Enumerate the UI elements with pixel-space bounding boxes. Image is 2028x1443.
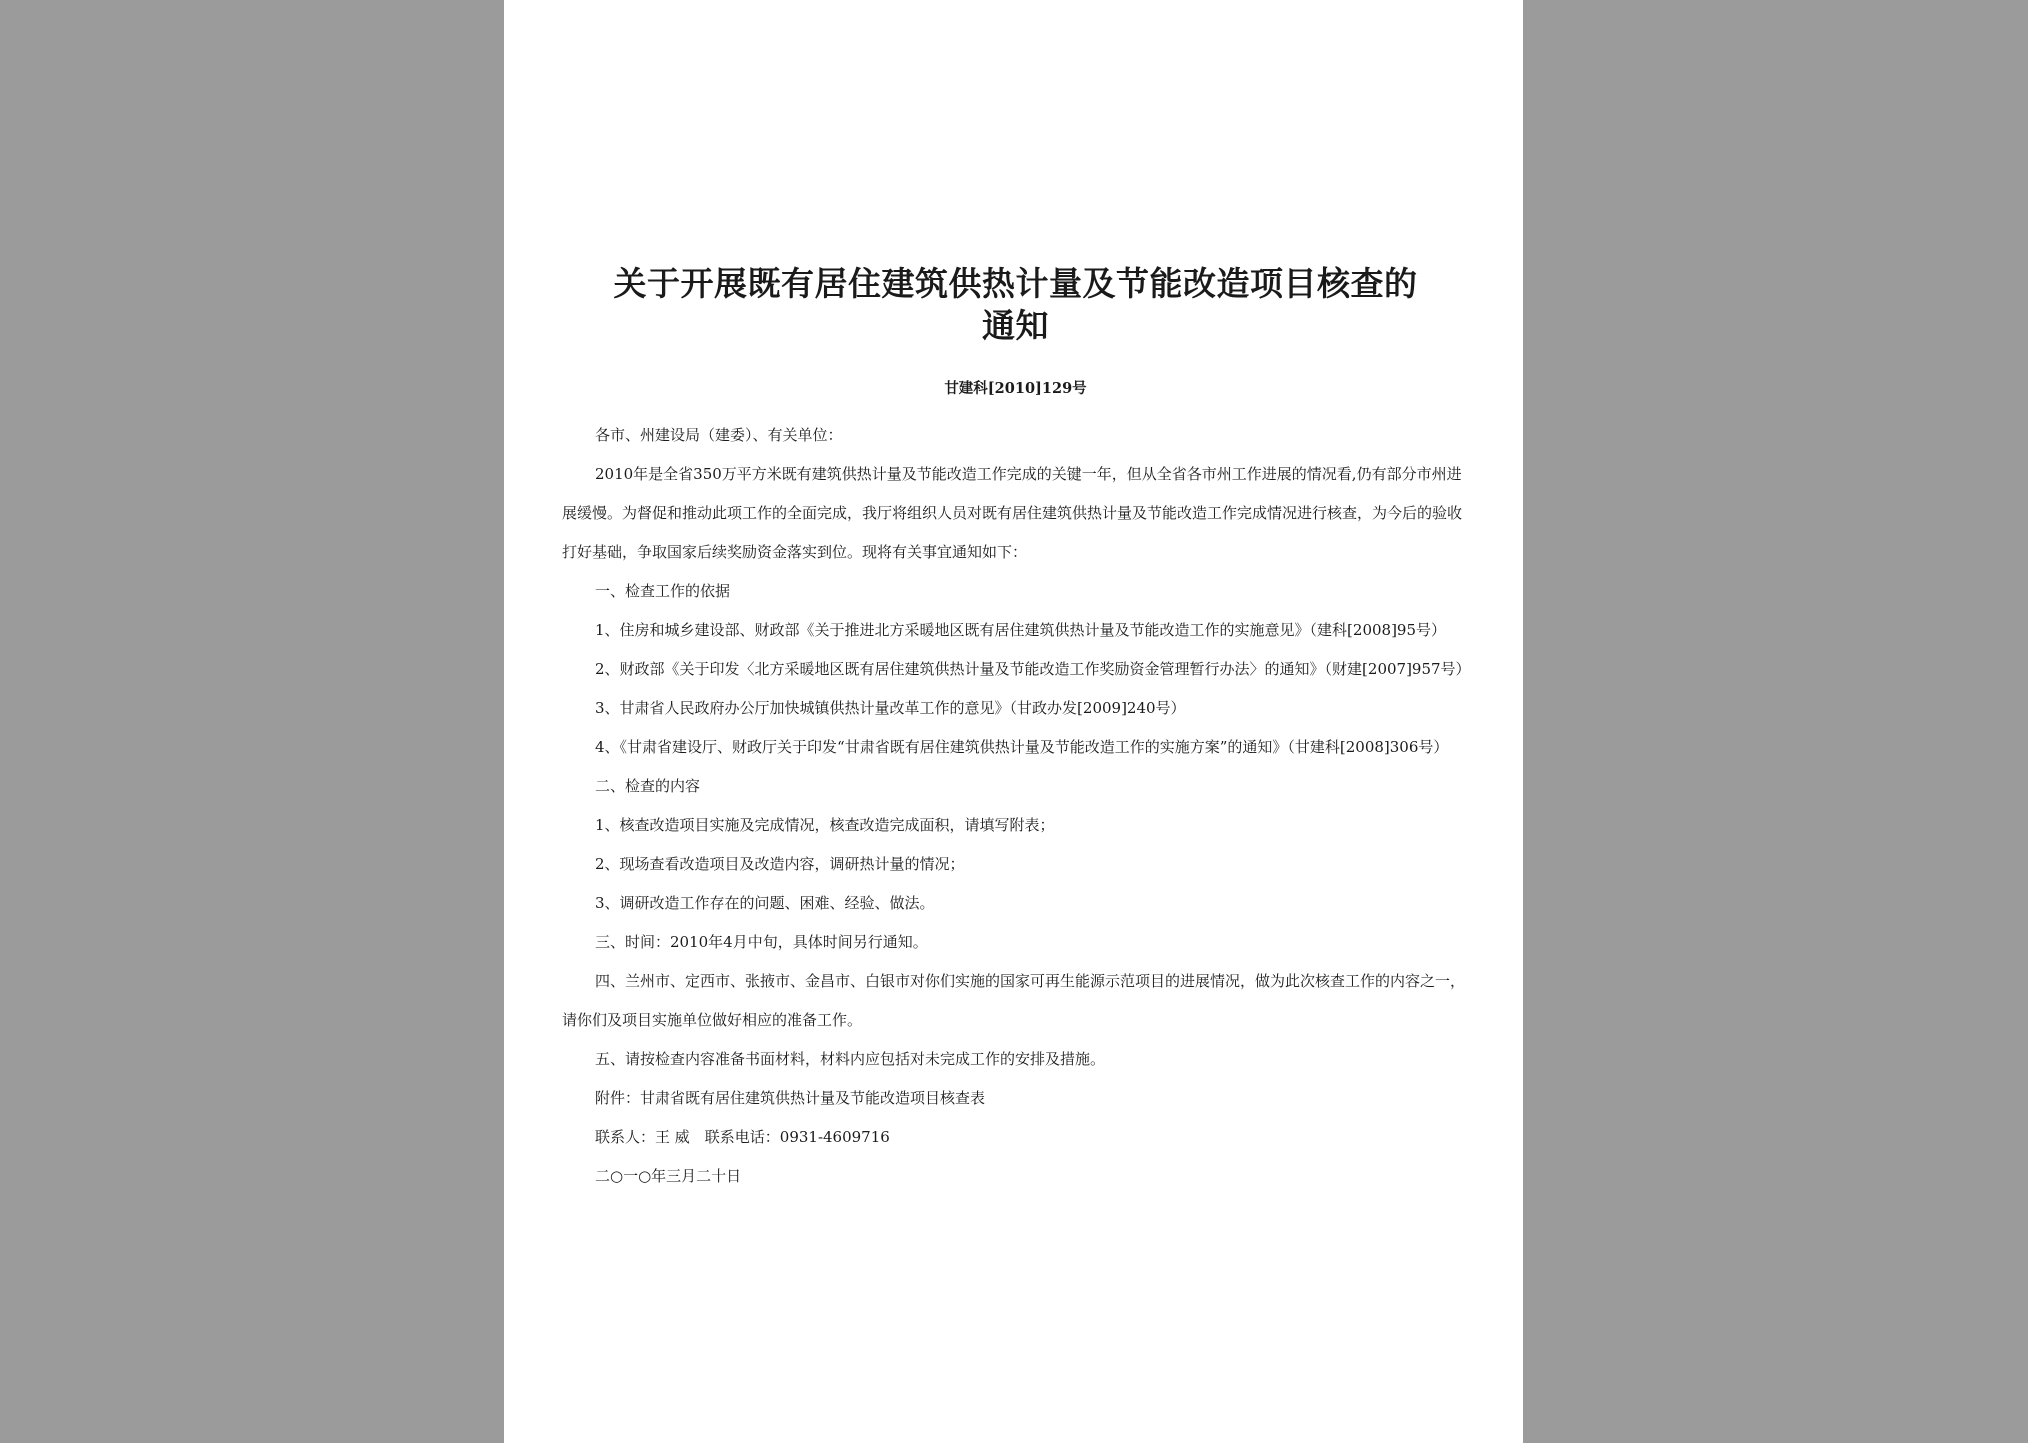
document-number: 甘建科[2010]129号 <box>944 380 1087 397</box>
document-date: 二○一○年三月二十日 <box>595 1167 742 1185</box>
document-page <box>504 0 1523 1443</box>
attachment-line: 附件：甘肃省既有居住建筑供热计量及节能改造项目核查表 <box>595 1089 986 1107</box>
content-item-2: 2、现场查看改造项目及改造内容，调研热计量的情况； <box>595 855 965 873</box>
basis-item-2: 2、财政部《关于印发〈北方采暖地区既有居住建筑供热计量及节能改造工作奖励资金管理暂行办法〉的通知》（财建[2007]957号） <box>595 660 1471 678</box>
document-body <box>562 416 1469 1196</box>
title-line-1: 关于开展既有居住建筑供热计量及节能改造项目核查的 <box>613 264 1418 303</box>
title-line-2: 通知 <box>982 306 1049 345</box>
basis-item-1: 1、住房和城乡建设部、财政部《关于推进北方采暖地区既有居住建筑供热计量及节能改造工作的实施意见》（建科[2008]95号） <box>595 621 1447 639</box>
contact-line: 联系人：王 威 联系电话：0931-4609716 <box>595 1128 890 1146</box>
document-title <box>562 263 1469 347</box>
section-time: 三、时间：2010年4月中旬，具体时间另行通知。 <box>595 933 928 951</box>
basis-item-3: 3、甘肃省人民政府办公厅加快城镇供热计量改革工作的意见》（甘政办发[2009]240号） <box>595 699 1186 717</box>
section-heading-1: 一、检查工作的依据 <box>595 582 731 600</box>
section-heading-2: 二、检查的内容 <box>595 777 701 795</box>
content-item-3: 3、调研改造工作存在的问题、困难、经验、做法。 <box>595 894 935 912</box>
section-five: 五、请按检查内容准备书面材料，材料内应包括对未完成工作的安排及措施。 <box>595 1050 1106 1068</box>
intro-paragraph: 2010年是全省350万平方米既有建筑供热计量及节能改造工作完成的关键一年，但从全省各市州工作进展的情况看,仍有部分市州进展缓慢。为督促和推动此项工作的全面完成，我厅将组织人员对既有居住建筑供热计量及节能改造工作完成情况进行核查，为今后的验收打好基础，争取国家后续奖励资金落实到位。现将有关事宜通知如下： <box>562 465 1463 561</box>
content-item-1: 1、核查改造项目实施及完成情况，核查改造完成面积，请填写附表； <box>595 816 1055 834</box>
section-four: 四、兰州市、定西市、张掖市、金昌市、白银市对你们实施的国家可再生能源示范项目的进展情况，做为此次核查工作的内容之一，请你们及项目实施单位做好相应的准备工作。 <box>562 972 1466 1029</box>
basis-item-4: 4、《甘肃省建设厅、财政厅关于印发“甘肃省既有居住建筑供热计量及节能改造工作的实施方案”的通知》（甘建科[2008]306号） <box>595 738 1449 756</box>
salutation: 各市、州建设局（建委）、有关单位： <box>595 426 843 444</box>
